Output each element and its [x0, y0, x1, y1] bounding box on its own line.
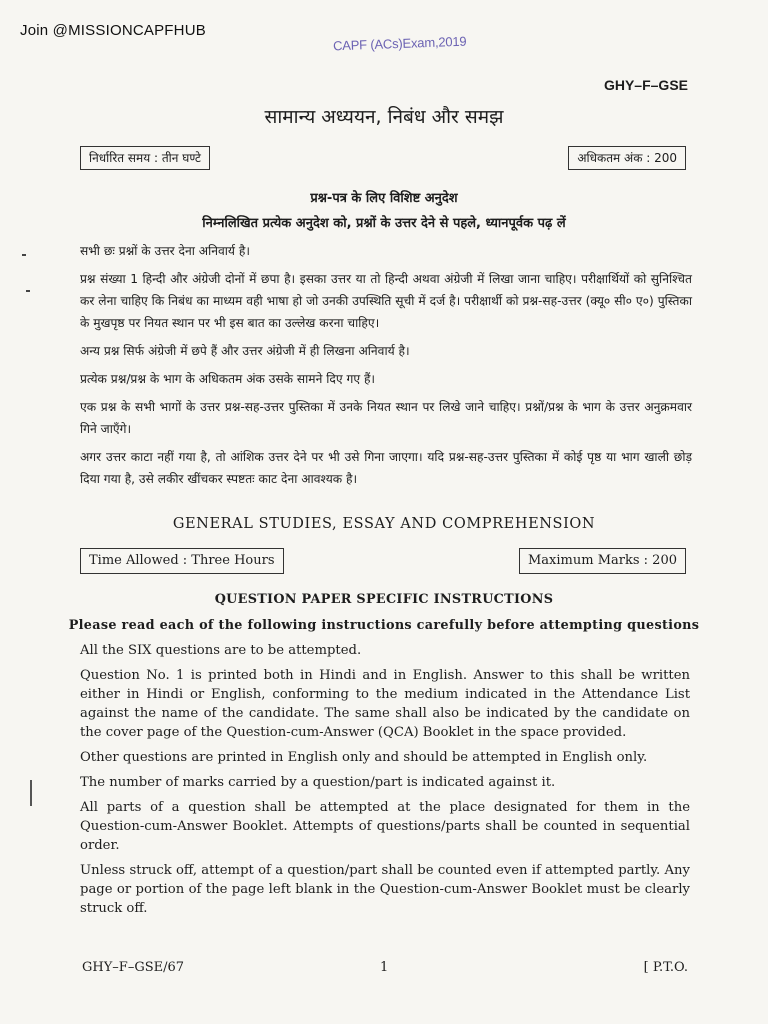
english-instruction-6: Unless struck off, attempt of a question/part shall be counted even if attempted partly. Any page or portion of the page left blank in the Question-cum-Answer Booklet must be clearly struck off.	[80, 863, 690, 916]
english-instructions-heading: QUESTION PAPER SPECIFIC INSTRUCTIONS	[214, 592, 554, 607]
english-instruction-4: The number of marks carried by a question/part is indicated against it.	[80, 775, 556, 790]
margin-mark	[26, 290, 30, 292]
hindi-max-marks: अधिकतम अंक : 200	[577, 151, 677, 165]
hindi-instruction-2: प्रश्न संख्या 1 हिन्दी और अंग्रेजी दोनों में छपा है। इसका उत्तर या तो हिन्दी अथवा अंग्रेजी में लिखा जाना चाहिए। परीक्षार्थियों को सुनिश्चित कर लेना चाहिए कि निबंध का माध्यम वही भाषा हो जो उनकी उपस्थिति सूची में दर्ज है। परीक्षार्थी को प्रश्न-सह-उत्तर (क्यू० सी० ए०) पुस्तिका के मुखपृष्ठ पर नियत स्थान पर भी इस बात का उल्लेख करना चाहिए।	[80, 272, 692, 330]
english-instruction-5: All parts of a question shall be attempted at the place designated for them in the Question-cum-Answer Booklet. Attempts of questions/parts shall be counted in sequential order.	[80, 800, 690, 853]
hindi-max-marks-box	[568, 146, 686, 170]
english-instructions-list	[80, 641, 690, 924]
footer-page-number: 1	[380, 960, 389, 975]
english-instruction-2: Question No. 1 is printed both in Hindi and in English. Answer to this shall be written either in Hindi or English, conforming to the medium indicated in the Attendance List against the name of the candidate. The same shall also be indicated by the candidate on the cover page of the Question-cum-Answer (QCA) Booklet in the space provided.	[80, 668, 690, 740]
margin-mark	[22, 254, 26, 256]
hindi-paper-title: सामान्य अध्ययन, निबंध और समझ	[264, 106, 504, 128]
english-paper-title: GENERAL STUDIES, ESSAY AND COMPREHENSION	[172, 516, 596, 532]
english-max-marks: Maximum Marks : 200	[528, 553, 677, 568]
hindi-time-allowed: निर्धारित समय : तीन घण्टे	[89, 151, 201, 165]
english-max-marks-box	[519, 548, 686, 574]
hindi-instructions-heading: प्रश्न-पत्र के लिए विशिष्ट अनुदेश	[310, 191, 458, 206]
english-time-allowed: Time Allowed : Three Hours	[89, 553, 275, 568]
handwritten-exam-note: CAPF (ACs)Exam,2019	[332, 33, 467, 54]
watermark-text: Join @MISSIONCAPFHUB	[20, 22, 206, 39]
english-instruction-3: Other questions are printed in English only and should be attempted in English only.	[80, 750, 648, 765]
english-time-allowed-box	[80, 548, 284, 574]
hindi-instruction-3: अन्य प्रश्न सिर्फ अंग्रेजी में छपे हैं और उत्तर अंग्रेजी में ही लिखना अनिवार्य है।	[80, 344, 410, 358]
english-instructions-subheading: Please read each of the following instructions carefully before attempting questions	[68, 618, 700, 633]
hindi-instruction-4: प्रत्येक प्रश्न/प्रश्न के भाग के अधिकतम अंक उसके सामने दिए गए हैं।	[80, 372, 376, 386]
hindi-instruction-1: सभी छः प्रश्नों के उत्तर देना अनिवार्य है।	[80, 244, 250, 258]
footer-pto: [ P.T.O.	[643, 960, 688, 975]
hindi-instruction-5: एक प्रश्न के सभी भागों के उत्तर प्रश्न-सह-उत्तर पुस्तिका में उनके नियत स्थान पर लिखे जाने चाहिए। प्रश्नों/प्रश्न के भाग के उत्तर अनुक्रमवार गिने जाएँगे।	[80, 400, 692, 436]
hindi-instructions-subheading: निम्नलिखित प्रत्येक अनुदेश को, प्रश्नों के उत्तर देने से पहले, ध्यानपूर्वक पढ़ लें	[202, 216, 566, 231]
hindi-instructions-list	[80, 240, 692, 496]
english-instruction-1: All the SIX questions are to be attempted.	[80, 643, 362, 658]
footer-paper-code: GHY–F–GSE/67	[82, 960, 185, 975]
hindi-time-allowed-box	[80, 146, 210, 170]
paper-code: GHY–F–GSE	[603, 77, 688, 93]
margin-mark	[30, 780, 32, 806]
hindi-instruction-6: अगर उत्तर काटा नहीं गया है, तो आंशिक उत्तर देने पर भी उसे गिना जाएगा। यदि प्रश्न-सह-उत्तर पुस्तिका में कोई पृष्ठ या भाग खाली छोड़ दिया गया है, उसे लकीर खींचकर स्पष्टतः काट देना आवश्यक है।	[80, 450, 692, 486]
